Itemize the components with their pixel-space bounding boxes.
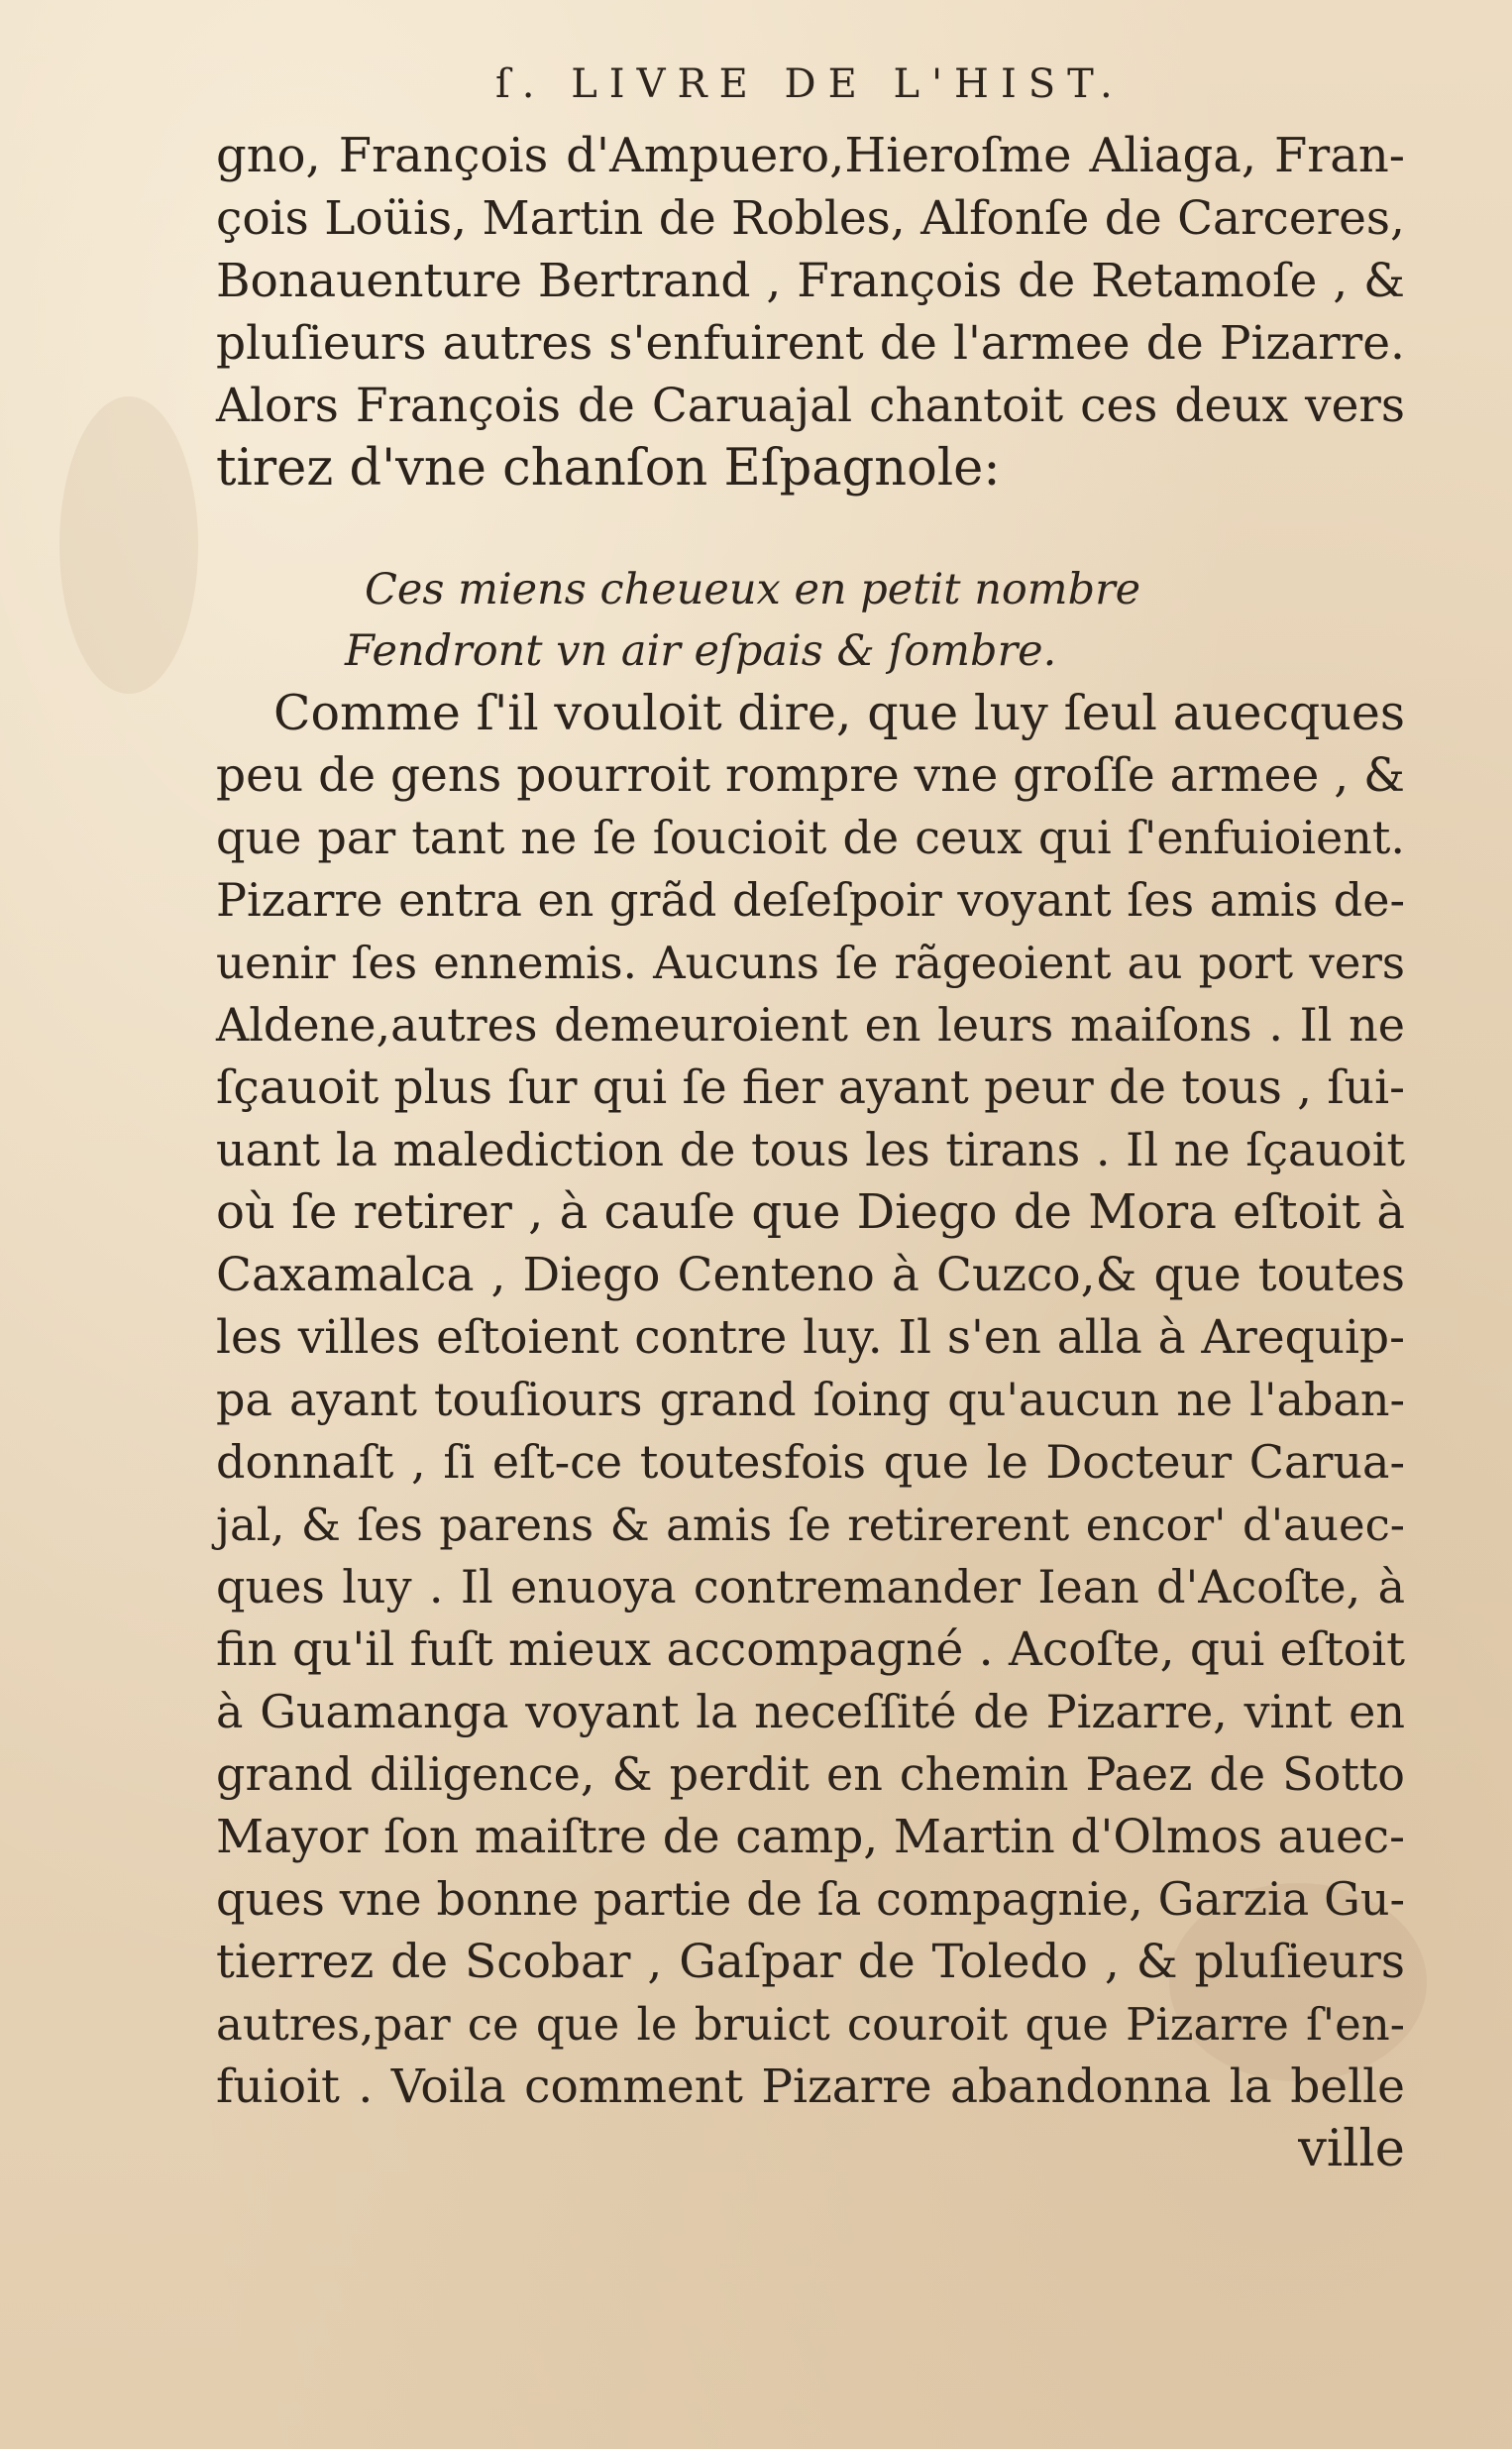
text-line: Bonauenture Bertrand , François de Retamoſe , & [216, 254, 1405, 308]
text-line: fuioit . Voila comment Pizarre abandonna la belle [216, 2059, 1405, 2114]
text-line: ques vne bonne partie de ſa compagnie, Garzia Gu- [216, 1872, 1405, 1926]
text-line: les villes eſtoient contre luy. Il s'en alla à Arequip- [216, 1310, 1405, 1365]
text-line: jal, & ſes parens & amis ſe retirerent encor' d'auec- [216, 1499, 1405, 1551]
text-line: Mayor ſon maiſtre de camp, Martin d'Olmos auec- [216, 1810, 1405, 1864]
text-line: où ſe retirer , à cauſe que Diego de Mora eſtoit à [216, 1184, 1405, 1240]
text-line: çois Loüis, Martin de Robles, Alfonſe de Carceres, [216, 191, 1405, 246]
text-line: ques luy . Il enuoya contremander Iean d'Acoſte, à [216, 1560, 1405, 1614]
text-line: ſçauoit plus ſur qui ſe fier ayant peur de tous , ſui- [216, 1060, 1405, 1115]
text-line: à Guamanga voyant la neceſſité de Pizarre, vint en [216, 1685, 1405, 1738]
text-line: grand diligence, & perdit en chemin Paez de Sotto [216, 1747, 1405, 1801]
catchword: ville [1298, 2120, 1405, 2178]
text-line: fin qu'il fuſt mieux accompagné . Acoſte, qui eſtoit [216, 1622, 1405, 1677]
text-line: que par tant ne ſe ſoucioit de ceux qui ſ'enfuioient. [216, 811, 1405, 864]
text-line: Aldene,autres demeuroient en leurs maiſons . Il ne [216, 998, 1405, 1052]
text-line: tirez d'vne chanſon Eſpagnole: [216, 439, 1001, 498]
paper-stain [59, 396, 198, 694]
verse-line: Fendront vn air eſpais & ſombre. [345, 626, 1057, 676]
verse-line: Ces miens cheueux en petit nombre [365, 565, 1141, 614]
text-line: uenir ſes ennemis. Aucuns ſe rãgeoient au port vers [216, 937, 1405, 989]
text-block [216, 125, 1405, 2180]
text-line: autres,par ce que le bruict couroit que Pizarre ſ'en- [216, 1998, 1405, 2051]
text-line: Caxamalca , Diego Centeno à Cuzco,& que toutes [216, 1248, 1405, 1302]
running-head: ſ. LIVRE DE L'HIST. [495, 61, 1125, 107]
text-line: pa ayant touſiours grand ſoing qu'aucun ne l'aban- [216, 1373, 1405, 1426]
text-line: tierrez de Scobar , Gaſpar de Toledo , & pluſieurs [216, 1935, 1405, 1989]
text-line: Pizarre entra en grãd deſeſpoir voyant ſes amis de- [216, 873, 1405, 927]
text-line: Comme ſ'il vouloit dire, que luy ſeul auecques [273, 685, 1405, 741]
text-line: pluſieurs autres s'enfuirent de l'armee de Pizarre. [216, 316, 1405, 371]
text-line: Alors François de Caruajal chantoit ces deux vers [216, 379, 1405, 433]
text-line: donnaſt , ſi eſt-ce toutesfois que le Docteur Carua- [216, 1435, 1405, 1489]
text-line: uant la malediction de tous les tirans . Il ne ſçauoit [216, 1123, 1405, 1176]
text-line: gno, François d'Ampuero,Hieroſme Aliaga, Fran- [216, 128, 1405, 183]
text-line: peu de gens pourroit rompre vne groſſe armee , & [216, 748, 1405, 803]
